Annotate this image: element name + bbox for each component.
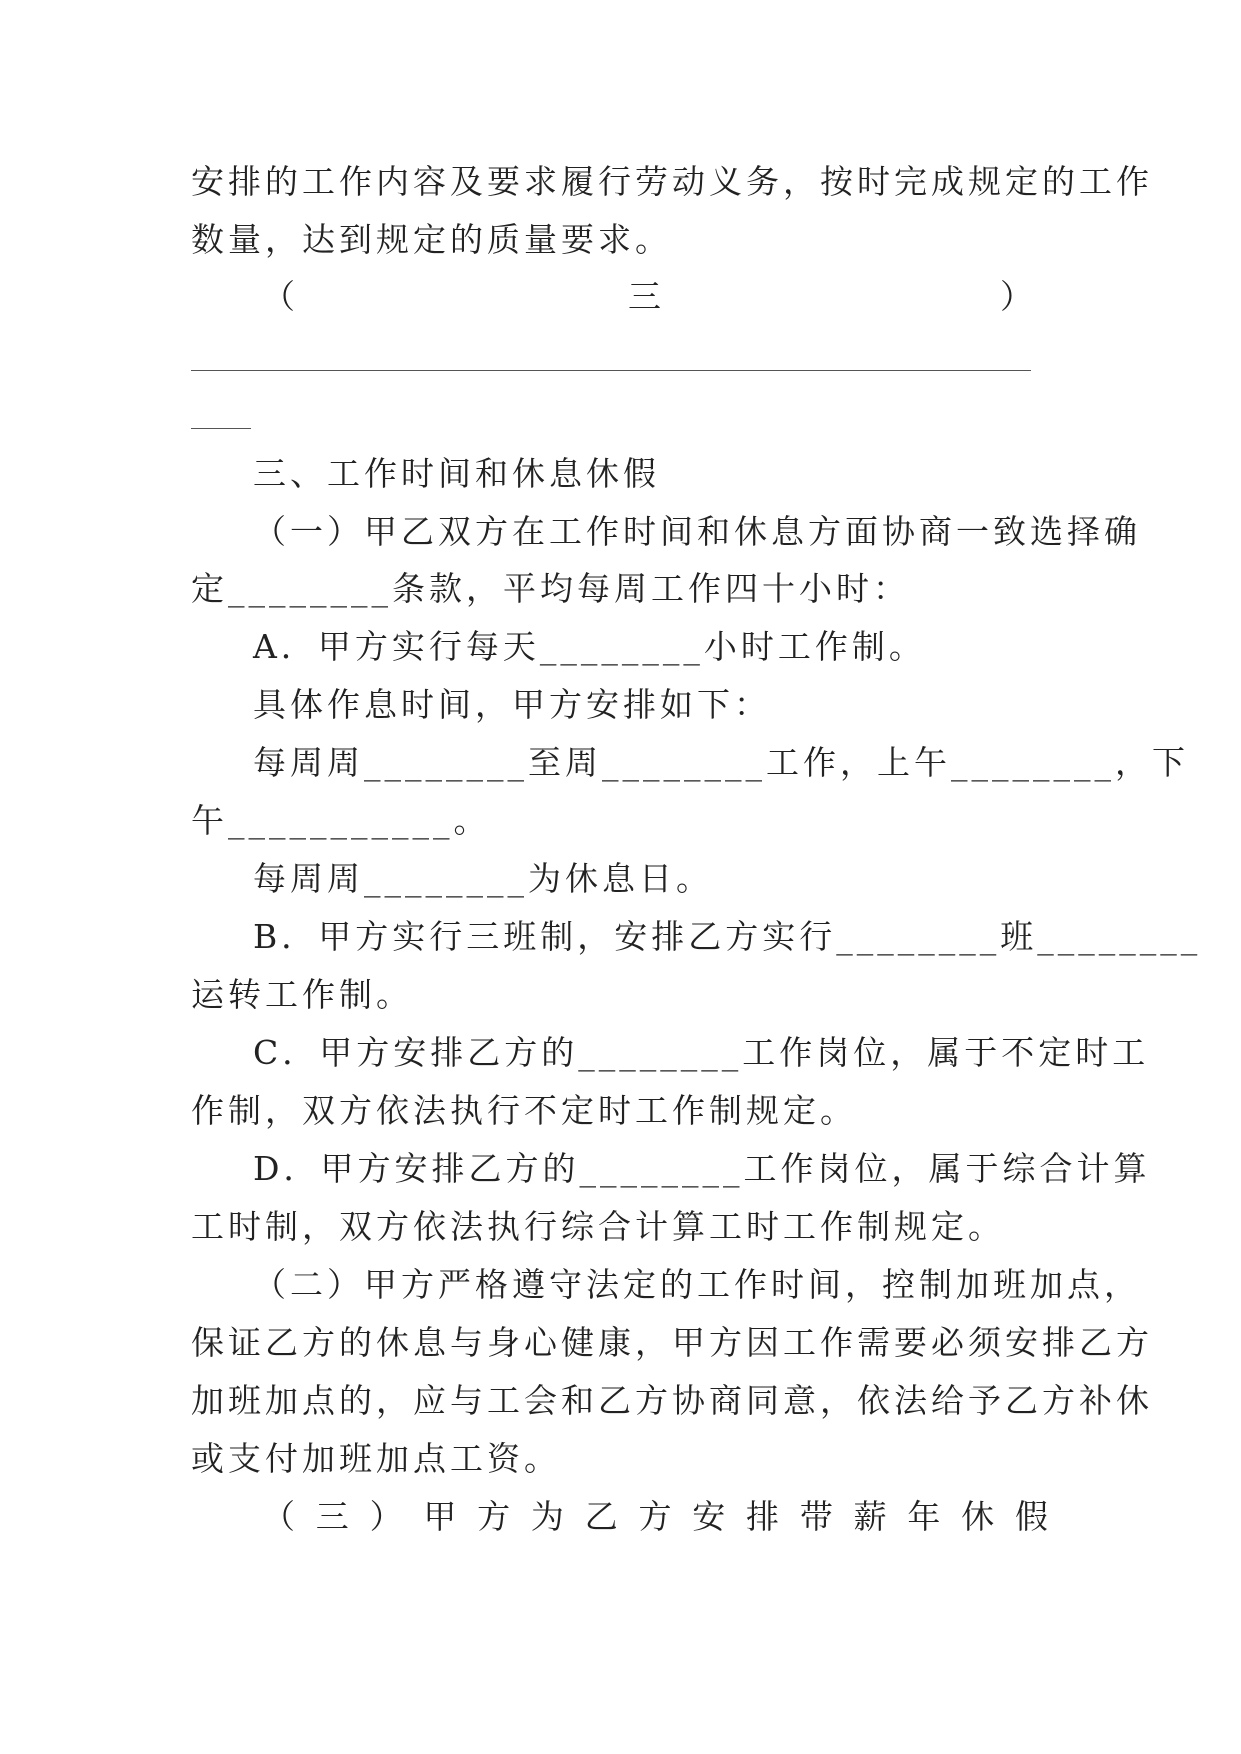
paragraph-line: 保证乙方的休息与身心健康，甲方因工作需要必须安排乙方	[191, 1323, 1153, 1362]
justified-character: 方	[477, 1497, 515, 1536]
justified-paragraph-line	[262, 1495, 1052, 1539]
paragraph-line: 作制，双方依法执行不定时工作制规定。	[191, 1091, 857, 1130]
paragraph-line: 午___________。	[191, 801, 491, 840]
paragraph-line: 工时制，双方依法执行综合计算工时工作制规定。	[191, 1207, 1005, 1246]
paragraph-line: 具体作息时间，甲方安排如下：	[253, 685, 771, 724]
paragraph-line: 加班加点的，应与工会和乙方协商同意，依法给予乙方补休	[191, 1381, 1153, 1420]
justified-character: 为	[530, 1497, 568, 1536]
justified-character: 三	[315, 1497, 353, 1536]
fill-in-blank-line	[191, 428, 251, 429]
justified-character: ）	[369, 1497, 407, 1536]
paragraph-line: A．甲方实行每天________小时工作制。	[253, 627, 926, 666]
justified-character: 薪	[853, 1497, 891, 1536]
justified-character: 甲	[423, 1497, 461, 1536]
paren-number: 三	[628, 277, 665, 316]
paragraph-line: （二）甲方严格遵守法定的工作时间，控制加班加点，	[253, 1265, 1141, 1304]
paragraph-line: 每周周________至周________工作，上午________，下	[253, 743, 1189, 782]
justified-character: 方	[638, 1497, 676, 1536]
paren-open: （	[262, 277, 299, 316]
paragraph-line: （一）甲乙双方在工作时间和休息方面协商一致选择确	[253, 512, 1141, 551]
paren-close: ）	[1000, 277, 1037, 316]
fill-in-blank-line	[191, 370, 1031, 371]
paragraph-line: 安排的工作内容及要求履行劳动义务，按时完成规定的工作	[191, 162, 1153, 201]
section-heading: 三、工作时间和休息休假	[253, 454, 660, 493]
paragraph-line: 定________条款，平均每周工作四十小时：	[191, 569, 910, 608]
paragraph-line: 每周周________为休息日。	[253, 859, 713, 898]
justified-character: 安	[692, 1497, 730, 1536]
paragraph-line: 数量，达到规定的质量要求。	[191, 220, 672, 259]
paragraph-line: 或支付加班加点工资。	[191, 1439, 561, 1478]
justified-character: （	[262, 1497, 299, 1536]
justified-character: 休	[961, 1497, 999, 1536]
paragraph-line: 运转工作制。	[191, 975, 413, 1014]
justified-character: 带	[799, 1497, 837, 1536]
paragraph-line: D．甲方安排乙方的________工作岗位，属于综合计算	[253, 1149, 1151, 1188]
paragraph-line: C．甲方安排乙方的________工作岗位，属于不定时工	[253, 1033, 1150, 1072]
justified-character: 年	[907, 1497, 945, 1536]
justified-character: 排	[746, 1497, 784, 1536]
justified-character: 假	[1014, 1497, 1052, 1536]
justified-character: 乙	[584, 1497, 622, 1536]
paragraph-line: B．甲方实行三班制，安排乙方实行________班________	[253, 917, 1202, 956]
